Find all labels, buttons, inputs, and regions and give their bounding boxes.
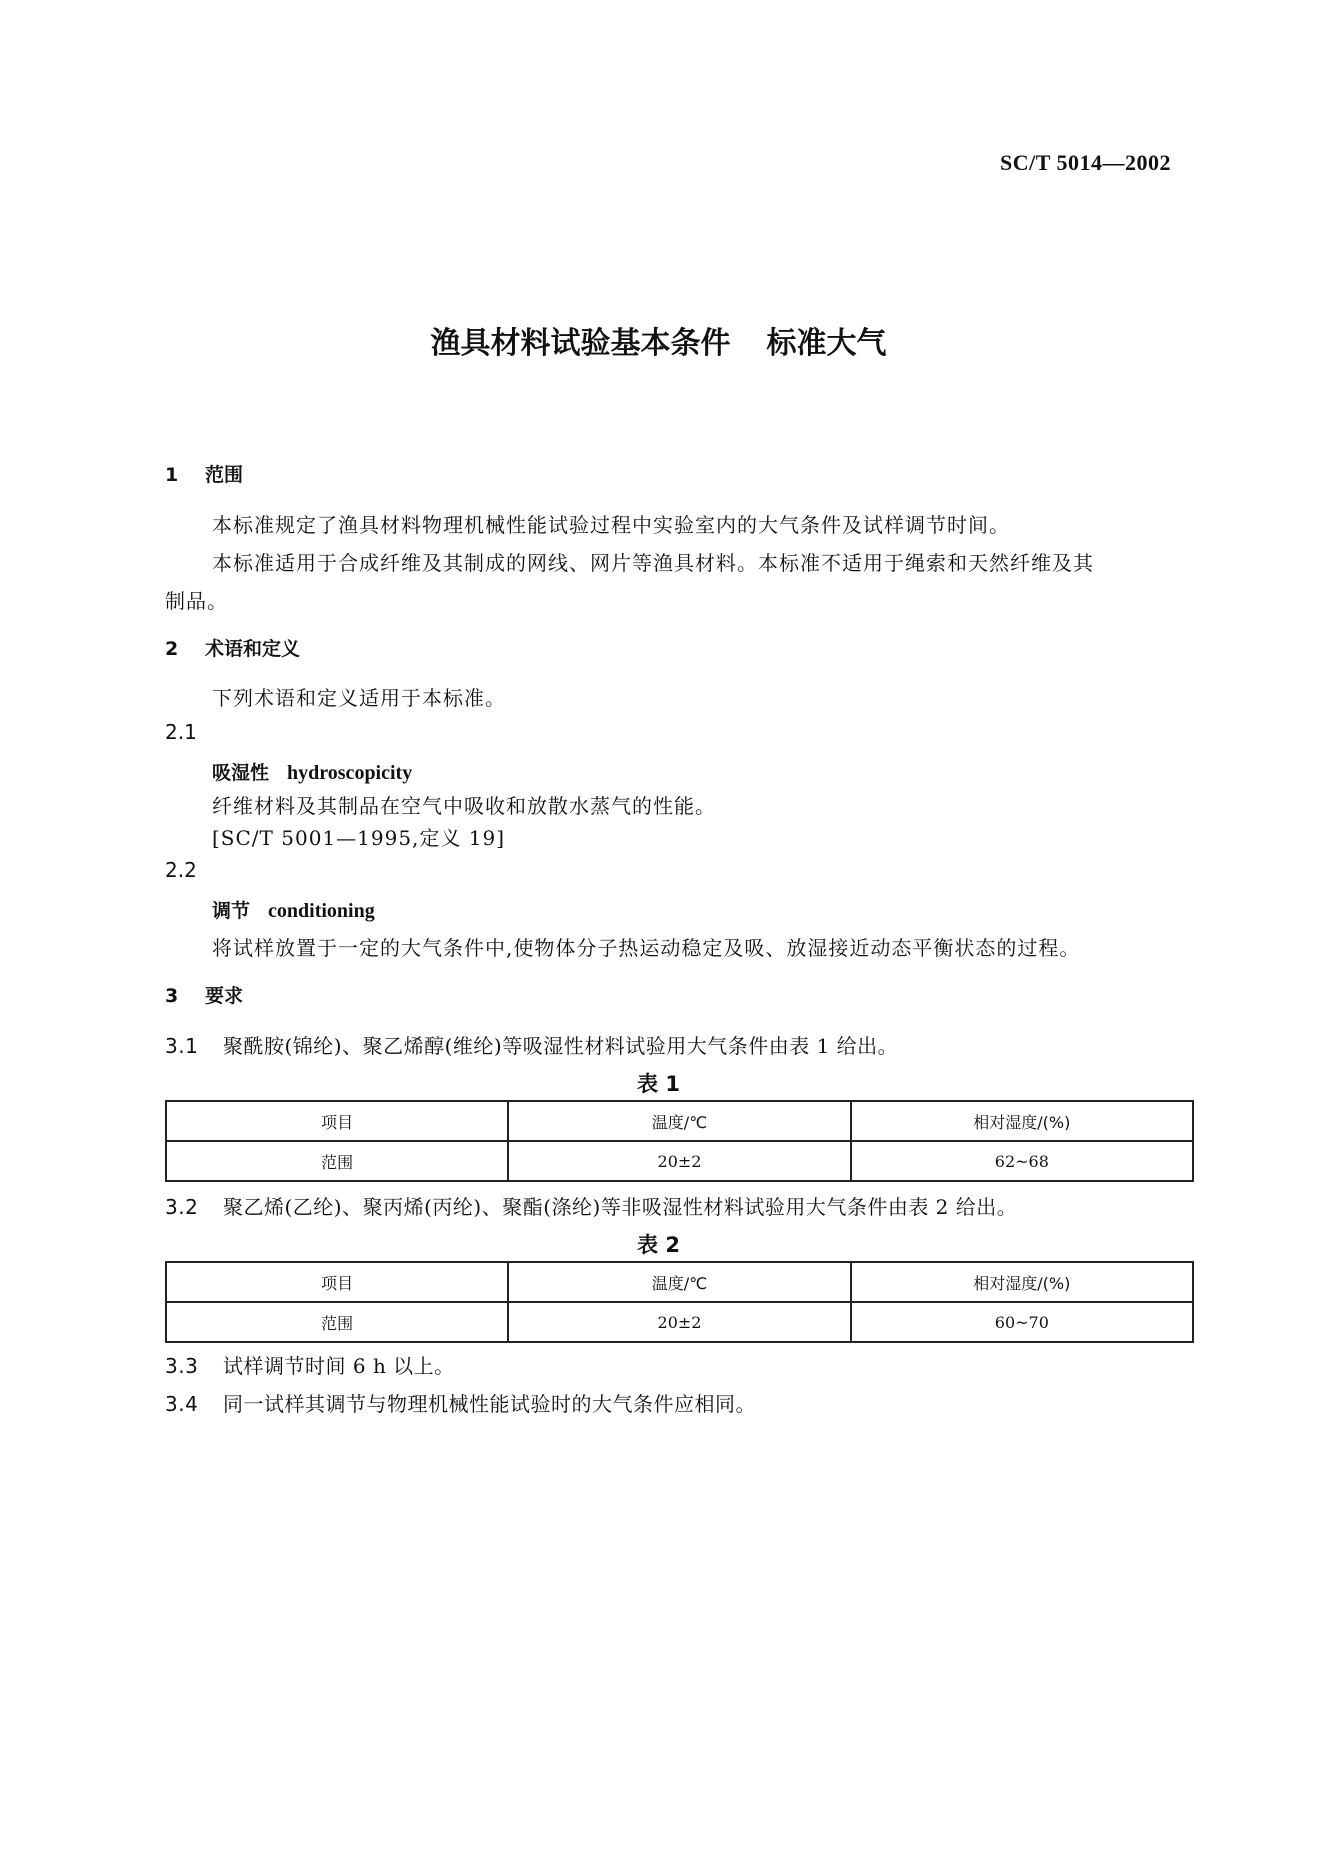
term-2-2-definition: 将试样放置于一定的大气条件中,使物体分子热运动稳定及吸、放湿接近动态平衡状态的过程。 (212, 936, 1081, 960)
term-en: hydroscopicity (287, 762, 413, 784)
cell-temperature: 20±2 (508, 1141, 850, 1181)
table-header-row (166, 1101, 1193, 1141)
clause-3-3 (165, 1350, 455, 1379)
section-2-intro: 下列术语和定义适用于本标准。 (212, 686, 506, 710)
title-part-2: 标准大气 (766, 326, 887, 361)
clause-3-2 (165, 1191, 1017, 1220)
term-conditioning (212, 896, 375, 923)
term-hydroscopicity (212, 758, 412, 785)
section-3-heading (165, 981, 243, 1008)
title-part-1: 渔具材料试验基本条件 (430, 326, 731, 361)
term-2-1-source: [SC/T 5001—1995,定义 19] (212, 826, 506, 850)
header-item: 项目 (166, 1101, 508, 1141)
table-header-row (166, 1262, 1193, 1302)
clause-text: 同一试样其调节与物理机械性能试验时的大气条件应相同。 (223, 1392, 756, 1416)
section-title: 术语和定义 (205, 638, 301, 660)
section-title: 要求 (205, 985, 244, 1007)
table-1-caption: 表 1 (637, 1072, 680, 1096)
term-cn: 吸湿性 (212, 762, 270, 784)
clause-text: 试样调节时间 6 h 以上。 (223, 1354, 455, 1378)
clause-text: 聚乙烯(乙纶)、聚丙烯(丙纶)、聚酯(涤纶)等非吸湿性材料试验用大气条件由表 2 给出。 (223, 1195, 1018, 1219)
section-1-paragraph-1: 本标准规定了渔具材料物理机械性能试验过程中实验室内的大气条件及试样调节时间。 (212, 513, 1010, 537)
clause-3-1 (165, 1030, 898, 1059)
section-1-heading (165, 460, 243, 487)
table-1 (165, 1100, 1194, 1182)
table-2-caption: 表 2 (637, 1233, 680, 1257)
clause-number: 3.3 (165, 1354, 199, 1378)
term-cn: 调节 (212, 900, 251, 922)
cell-humidity: 60~70 (851, 1302, 1193, 1342)
clause-number: 3.4 (165, 1392, 199, 1416)
header-temperature: 温度/℃ (508, 1262, 850, 1302)
table-row (166, 1141, 1193, 1181)
cell-humidity: 62~68 (851, 1141, 1193, 1181)
clause-text: 聚酰胺(锦纶)、聚乙烯醇(维纶)等吸湿性材料试验用大气条件由表 1 给出。 (223, 1034, 899, 1058)
table-2 (165, 1261, 1194, 1343)
standard-number: SC/T 5014—2002 (1000, 150, 1172, 175)
header-item: 项目 (166, 1262, 508, 1302)
clause-2-2-number: 2.2 (165, 858, 197, 882)
term-en: conditioning (268, 900, 375, 922)
header-humidity: 相对湿度/(%) (851, 1101, 1193, 1141)
cell-temperature: 20±2 (508, 1302, 850, 1342)
document-title (0, 318, 1317, 362)
section-title: 范围 (205, 464, 244, 486)
header-humidity: 相对湿度/(%) (851, 1262, 1193, 1302)
section-2-heading (165, 634, 300, 661)
clause-number: 3.1 (165, 1034, 199, 1058)
cell-range-label: 范围 (166, 1302, 508, 1342)
term-2-1-definition: 纤维材料及其制品在空气中吸收和放散水蒸气的性能。 (212, 794, 716, 818)
header-temperature: 温度/℃ (508, 1101, 850, 1141)
section-1-paragraph-2-cont: 制品。 (165, 589, 228, 613)
section-1-paragraph-2: 本标准适用于合成纤维及其制成的网线、网片等渔具材料。本标准不适用于绳索和天然纤维及其 (212, 551, 1094, 575)
cell-range-label: 范围 (166, 1141, 508, 1181)
section-number: 2 (165, 638, 179, 660)
section-number: 1 (165, 464, 179, 486)
clause-3-4 (165, 1388, 756, 1417)
clause-number: 3.2 (165, 1195, 199, 1219)
table-row (166, 1302, 1193, 1342)
section-number: 3 (165, 985, 179, 1007)
clause-2-1-number: 2.1 (165, 720, 197, 744)
